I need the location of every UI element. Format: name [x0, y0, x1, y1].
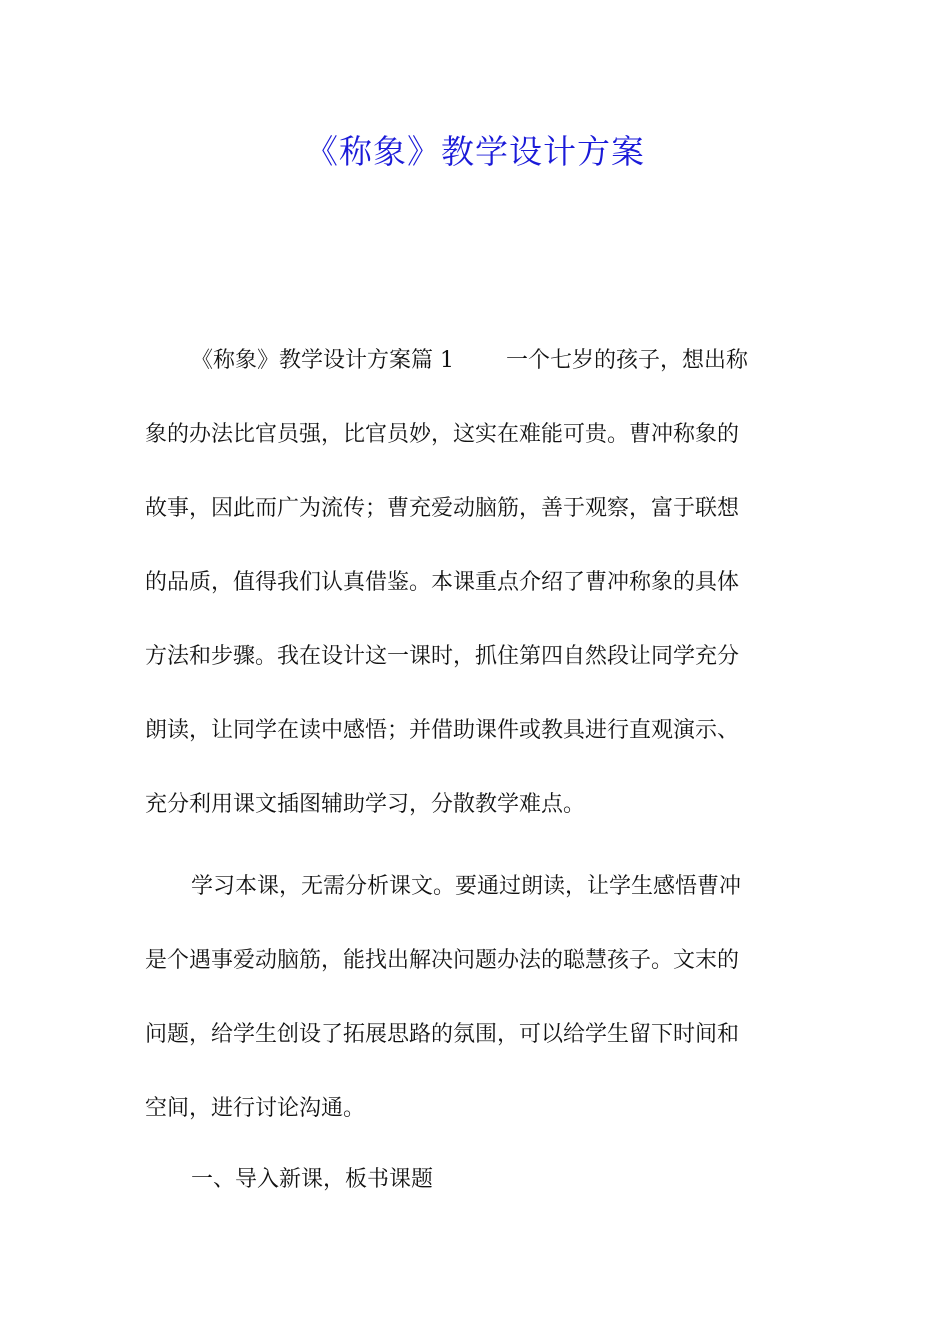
paragraph-line: 学习本课，无需分析课文。要通过朗读，让学生感悟曹冲 — [191, 874, 742, 899]
paragraph-line: 问题，给学生创设了拓展思路的氛围，可以给学生留下时间和 — [145, 1022, 740, 1047]
section-heading: 《称象》教学设计方案篇 1 — [191, 348, 454, 373]
paragraph-analysis — [145, 850, 807, 1146]
paragraph-line: 的品质，值得我们认真借鉴。本课重点介绍了曹冲称象的具体 — [145, 570, 740, 595]
document-title: 《称象》教学设计方案 — [305, 132, 645, 171]
section-title: 一、导入新课，板书课题 — [191, 1167, 434, 1192]
paragraph-line: 空间，进行讨论沟通。 — [145, 1096, 366, 1121]
section-heading-intro — [145, 1143, 807, 1217]
paragraph-intro — [145, 324, 807, 842]
paragraph-line: 方法和步骤。我在设计这一课时，抓住第四自然段让同学充分 — [145, 644, 740, 669]
paragraph-line: 故事，因此而广为流传；曹充爱动脑筋，善于观察，富于联想 — [145, 496, 740, 521]
paragraph-line: 《称象》教学设计方案篇 1 一个七岁的孩子，想出称 — [191, 348, 749, 373]
paragraph-line: 象的办法比官员强，比官员妙，这实在难能可贵。曹冲称象的 — [145, 422, 740, 447]
paragraph-line: 是个遇事爱动脑筋，能找出解决问题办法的聪慧孩子。文末的 — [145, 948, 740, 973]
paragraph-line: 朗读，让同学在读中感悟；并借助课件或教具进行直观演示、 — [145, 718, 740, 743]
paragraph-line: 充分利用课文插图辅助学习，分散教学难点。 — [145, 792, 586, 817]
